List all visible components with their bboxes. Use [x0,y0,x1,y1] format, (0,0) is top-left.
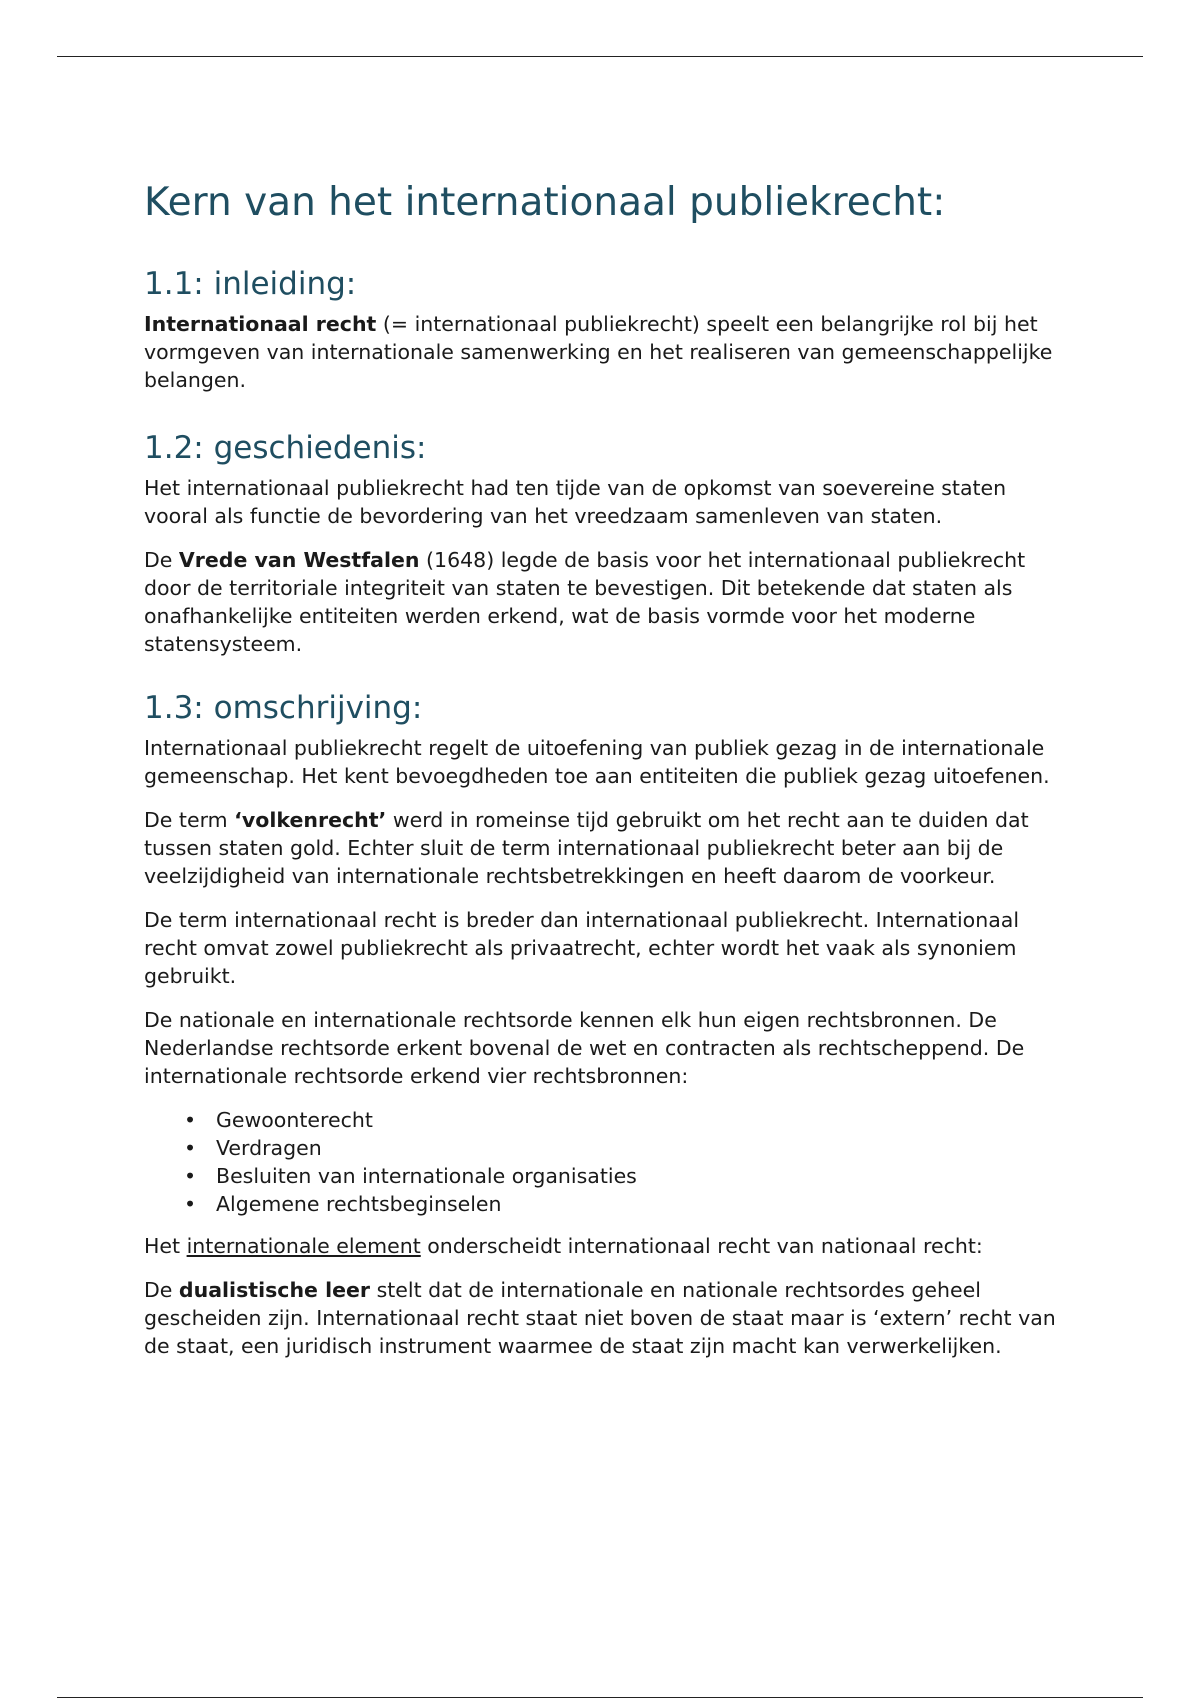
paragraph-geschiedenis-1: Het internationaal publiekrecht had ten tijde van de opkomst van soevereine staten vooral als functie de bevordering van het vreedzaam samenleven van staten. [144,476,1007,528]
list-item [184,1162,1064,1190]
paragraph-text: (= internationaal publiekrecht) speelt een belangrijke rol bij het vormgeven van internationale samenwerking en het realiseren van gemeenschappelijke belangen. [144,312,1053,392]
bullet-icon: • [184,1136,197,1160]
paragraph-omschrijving-3: De term internationaal recht is breder dan internationaal publiekrecht. Internationaal recht omvat zowel publiekrecht als privaatrecht, echter wordt het vaak als synoniem gebruikt. [144,908,1020,988]
list-item-label: Gewoonterecht [216,1108,373,1132]
paragraph-text: De [144,1278,179,1302]
bottom-rule [57,1697,1143,1698]
paragraph-omschrijving-6 [144,1276,1064,1360]
paragraph-text: (1648) legde de basis voor het internationaal publiekrecht door de territoriale integriteit van staten te bevestigen. Dit betekende dat staten als onafhankelijke entiteiten werden erkend, wat de basis vormde voor het moderne statensysteem. [144,548,1026,656]
bullet-icon: • [184,1108,197,1132]
underlined-term: internationale element [186,1234,421,1258]
list-item-label: Algemene rechtsbeginselen [216,1192,502,1216]
document-title: Kern van het internationaal publiekrecht: [144,180,946,225]
bold-term: ‘volkenrecht’ [234,808,387,832]
rechtsbronnen-list [144,1106,1064,1218]
list-item-label: Besluiten van internationale organisaties [216,1164,637,1188]
paragraph-text: De [144,548,179,572]
list-item-label: Verdragen [216,1136,322,1160]
paragraph-text: Het [144,1234,187,1258]
section-heading-omschrijving: 1.3: omschrijving: [144,690,423,726]
section-heading-geschiedenis: 1.2: geschiedenis: [144,430,427,466]
paragraph-text: werd in romeinse tijd gebruikt om het recht aan te duiden dat tussen staten gold. Echter sluit de term internationaal publiekrecht beter aan bij de veelzijdigheid van internationale rechtsbetrekkingen en heeft daarom de voorkeur. [144,808,1029,888]
paragraph-omschrijving-1: Internationaal publiekrecht regelt de uitoefening van publiek gezag in de internationale gemeenschap. Het kent bevoegdheden toe aan entiteiten die publiek gezag uitoefenen. [144,736,1050,788]
paragraph-omschrijving-4: De nationale en internationale rechtsorde kennen elk hun eigen rechtsbronnen. De Nederlandse rechtsorde erkent bovenal de wet en contracten als rechtscheppend. De internationale rechtsorde erkend vier rechtsbronnen: [144,1008,1025,1088]
paragraph-text: De term [144,808,235,832]
paragraph-text: stelt dat de internationale en nationale rechtsordes geheel gescheiden zijn. Internationaal recht staat niet boven de staat maar is ‘extern’ recht van de staat, een juridisch instrument waarmee de staat zijn macht kan verwerkelijken. [144,1278,1056,1358]
document-body [144,178,1064,1376]
top-rule [57,56,1143,57]
list-item [184,1190,1064,1218]
bullet-icon: • [184,1192,197,1216]
paragraph-omschrijving-5 [144,1232,1064,1260]
paragraph-omschrijving-2 [144,806,1064,890]
bold-term: Vrede van Westfalen [178,548,420,572]
paragraph-inleiding [144,310,1064,394]
bold-term: Internationaal recht [144,312,377,336]
bullet-icon: • [184,1164,197,1188]
bold-term: dualistische leer [178,1278,371,1302]
section-heading-inleiding: 1.1: inleiding: [144,266,357,302]
paragraph-geschiedenis-2 [144,546,1064,658]
paragraph-text: onderscheidt internationaal recht van nationaal recht: [420,1234,983,1258]
list-item [184,1134,1064,1162]
list-item [184,1106,1064,1134]
